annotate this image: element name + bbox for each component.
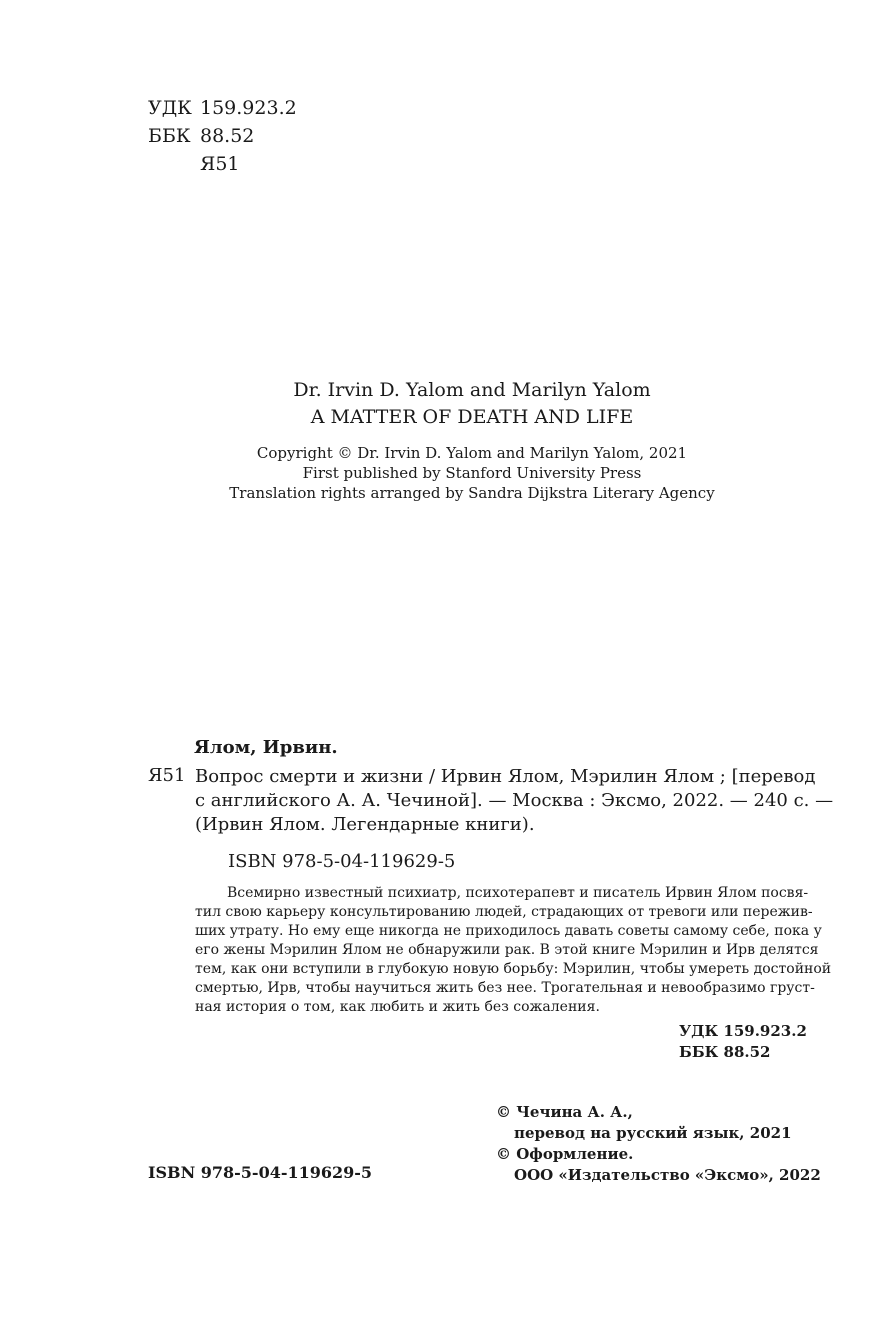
- abstract: [195, 884, 832, 1017]
- copyright-block: [0, 443, 886, 503]
- udk-value: 159.923.2: [200, 97, 297, 119]
- copyright-line: Copyright © Dr. Irvin D. Yalom and Marilyn Yalom, 2021: [256, 444, 688, 462]
- udk-label: УДК: [148, 97, 192, 119]
- translation-rights-line: Translation rights arranged by Sandra Dijkstra Literary Agency: [229, 484, 715, 502]
- abstract-codes: [679, 1021, 807, 1063]
- abstract-bbk: ББК 88.52: [679, 1043, 771, 1061]
- rights-block: [496, 1102, 821, 1186]
- original-title-block: [0, 377, 886, 431]
- author-mark: Я51: [200, 153, 240, 175]
- udk-row: [148, 94, 297, 122]
- bottom-isbn: ISBN 978-5-04-119629-5: [148, 1163, 373, 1182]
- rights-line: ООО «Издательство «Эксмо», 2022: [514, 1166, 821, 1184]
- publisher-line: First published by Stanford University Press: [302, 464, 642, 482]
- original-authors: Dr. Irvin D. Yalom and Marilyn Yalom: [293, 379, 651, 401]
- classification-codes: [148, 94, 297, 178]
- description-line: с английского А. А. Чечиной]. — Москва : Эксмо, 2022. — 240 с. —: [195, 790, 834, 811]
- abstract-line: тем, как они вступили в глубокую новую борьбу: Мэрилин, чтобы умереть достойной: [195, 961, 832, 977]
- abstract-line: смертью, Ирв, чтобы научиться жить без нее. Трогательная и невообразимо груст-: [195, 980, 815, 996]
- description-line: (Ирвин Ялом. Легендарные книги).: [195, 814, 535, 835]
- bbk-value: 88.52: [200, 125, 255, 147]
- original-title: A MATTER OF DEATH AND LIFE: [310, 406, 634, 428]
- abstract-line: ная история о том, как любить и жить без сожаления.: [195, 999, 600, 1015]
- abstract-line: тил свою карьеру консультированию людей, страдающих от тревоги или пережив-: [195, 904, 813, 920]
- rights-line: © Чечина А. А.,: [496, 1103, 633, 1121]
- record-isbn: ISBN 978-5-04-119629-5: [228, 851, 456, 872]
- rights-line: © Оформление.: [496, 1145, 634, 1163]
- record-author-mark: Я51: [148, 765, 186, 786]
- abstract-udk: УДК 159.923.2: [679, 1022, 807, 1040]
- bbk-label: ББК: [148, 125, 191, 147]
- abstract-line: его жены Мэрилин Ялом не обнаружили рак. В этой книге Мэрилин и Ирв делятся: [195, 942, 819, 958]
- abstract-line: Всемирно известный психиатр, психотерапевт и писатель Ирвин Ялом посвя-: [227, 885, 809, 901]
- abstract-line: ших утрату. Но ему еще никогда не приходилось давать советы самому себе, пока у: [195, 923, 822, 939]
- rights-line: перевод на русский язык, 2021: [514, 1124, 792, 1142]
- author-heading: Ялом, Ирвин.: [194, 737, 338, 758]
- bibliographic-description: [195, 765, 834, 837]
- bbk-row: [148, 122, 297, 150]
- description-line: Вопрос смерти и жизни / Ирвин Ялом, Мэрилин Ялом ; [перевод: [195, 766, 816, 787]
